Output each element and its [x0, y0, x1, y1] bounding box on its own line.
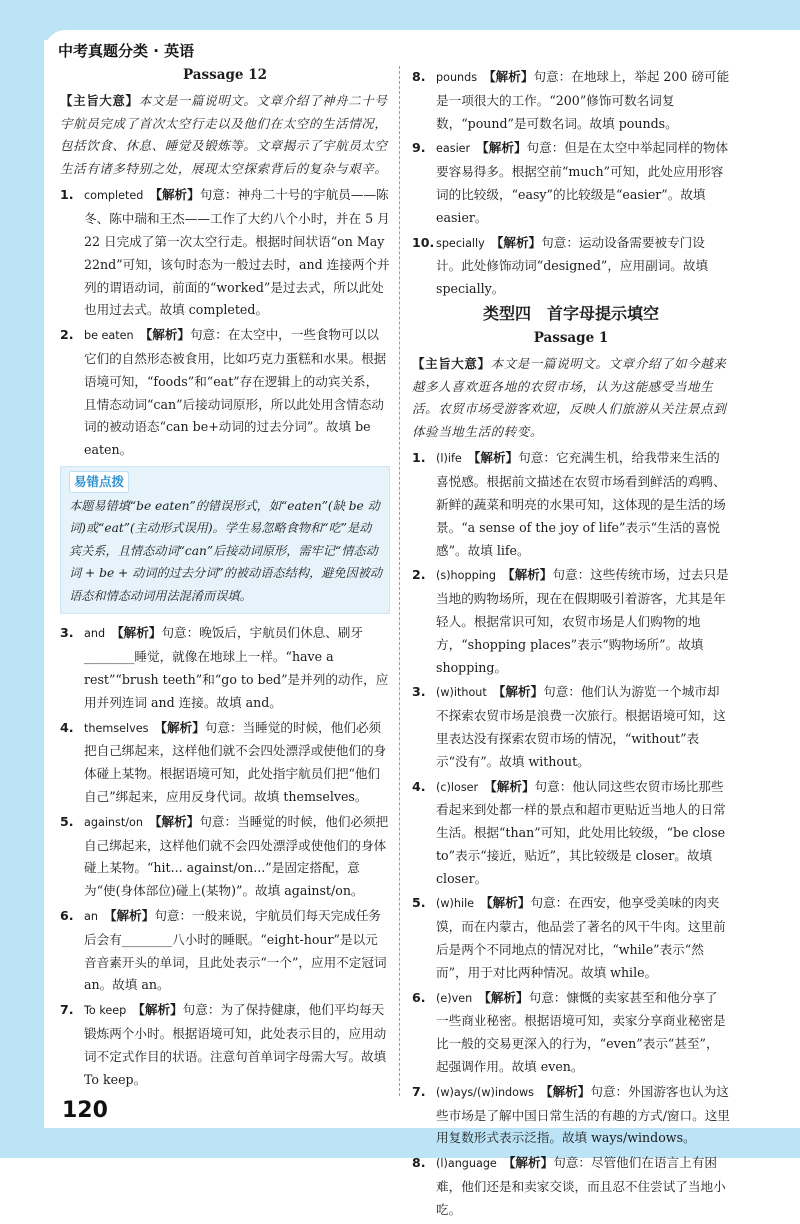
analysis-tag: 【解析】: [103, 908, 155, 923]
answer-item: [412, 681, 730, 773]
answer-item: [60, 811, 390, 903]
item-number: 4.: [412, 778, 426, 794]
answer-item: [412, 232, 730, 301]
passage-title: Passage 1: [533, 329, 609, 346]
analysis-tag: 【解析】: [480, 895, 531, 911]
analysis-tag: 【解析】: [478, 989, 529, 1005]
item-explanation: 句意：一般来说，宇航员们每天完成任务后会有________八小时的睡眠。“eight-hour”是以元音音素开头的单词，且此处表示“一个”，应用不定冠词 an。故填 an。: [84, 908, 387, 993]
item-number: 1.: [60, 187, 74, 203]
column-divider: [399, 66, 400, 1096]
item-number: 7.: [60, 1002, 74, 1018]
item-number: 2.: [60, 327, 74, 343]
item-answer: (w)ithout: [436, 686, 487, 700]
analysis-tag: 【解析】: [484, 778, 535, 794]
main-idea-text: 本文是一篇说明文。文章介绍了神舟二十号宇航员完成了首次太空行走以及他们在太空的生活情况，包括饮食、休息、睡觉及锻炼等。文章揭示了宇航员太空生活有诸多特别之处，展现太空探索背后的复杂与艰辛。: [60, 93, 388, 176]
item-explanation: 句意：他认同这些农贸市场比那些看起来到处都一样的景点和超市更贴近当地人的日常生活。根据“than”可知，此处用比较级，“be close to”表示“接近，贴近”，其比较级是 closer。故填 closer。: [436, 778, 726, 886]
answer-item: [412, 1152, 730, 1221]
common-error-tip: [60, 466, 390, 615]
item-answer: be eaten: [84, 329, 134, 343]
answer-item: [60, 905, 390, 997]
item-explanation: 句意：当睡觉的时候，他们必须把自己绑起来，这样他们就不会四处漂浮或使他们的身体碰上某物。根据语境可知，此处指宇航员们把“他们自己”绑起来，应用反身代词。故填 themselves。: [84, 719, 387, 805]
item-answer: (e)ven: [436, 991, 473, 1005]
item-answer: (w)hile: [436, 897, 475, 911]
analysis-tag: 【解析】: [139, 327, 191, 343]
item-explanation: 句意：在西安，他享受美味的肉夹馍，而在内蒙古，他品尝了著名的风干牛肉。这里前后是两个不同地点的情况对比，“while”表示“然而”，用于对比两种情况。故填 while。: [436, 895, 726, 980]
main-idea-tag: 【主旨大意】: [412, 355, 491, 371]
answer-item: [412, 1081, 730, 1150]
item-explanation: 句意：神舟二十号的宇航员——陈冬、陈中瑞和王杰——工作了大约八个小时，并在 5 月 22 日完成了第一次太空行走。根据时间状语“on May 22nd”可知，该句时态为一般过去时，and 连接两个并列的谓语动词，前面的“worked”是过去式，所以此处也用过去式。故填 completed。: [84, 187, 390, 318]
analysis-tag: 【解析】: [502, 1155, 554, 1171]
item-answer: against/on: [84, 815, 143, 829]
left-column: [60, 66, 390, 1093]
item-number: 3.: [60, 625, 74, 641]
main-idea: [60, 90, 390, 180]
item-explanation: 句意：他们认为游览一个城市却不探索农贸市场是浪费一次旅行。根据语境可知，这里表达没有探索农贸市场的情况，“without”表示“没有”。故填 without。: [436, 684, 726, 769]
analysis-tag: 【解析】: [111, 625, 162, 641]
answer-item: [412, 564, 730, 679]
item-answer: specially: [436, 236, 485, 250]
item-answer: and: [84, 627, 106, 641]
item-answer: (w)ays/(w)indows: [436, 1085, 534, 1099]
item-answer: pounds: [436, 71, 478, 84]
item-number: 4.: [60, 719, 74, 735]
answer-item: [60, 999, 390, 1091]
item-number: 6.: [412, 989, 426, 1005]
analysis-tag: 【解析】: [476, 140, 527, 156]
answer-item: [60, 717, 390, 809]
analysis-tag: 【解析】: [502, 567, 553, 583]
answer-item: [60, 324, 390, 462]
item-answer: easier: [436, 142, 471, 156]
tip-text: 本题易错填“be eaten”的错误形式，如“eaten”(缺 be 动词)或“eat”(主动形式误用)。学生易忽略食物和“吃”是动宾关系，且情态动词“can”后接动词原形，需牢记“情态动词 + be + 动词的过去分词”的被动语态结构，避免因被动语态和情态动词用法混淆而误填。: [69, 498, 383, 603]
item-answer: To keep: [84, 1004, 127, 1018]
analysis-tag: 【解析】: [149, 187, 200, 203]
left-band: [0, 0, 44, 1158]
analysis-tag: 【解析】: [483, 69, 534, 84]
answer-item: [412, 137, 730, 229]
item-number: 8.: [412, 69, 426, 84]
book-title: 中考真题分类 · 英语: [58, 42, 195, 60]
item-explanation: 句意：尽管他们在语言上有困难，他们还是和卖家交谈，而且忍不住尝试了当地小吃。: [436, 1155, 726, 1217]
item-explanation: 句意：慷慨的卖家甚至和他分享了一些商业秘密。根据语境可知，卖家分享商业秘密是比一般的交易更深入的行为，“even”表示“甚至”，起强调作用。故填 even。: [436, 989, 726, 1075]
analysis-tag: 【解析】: [490, 234, 542, 250]
item-explanation: 句意：这些传统市场，过去只是当地的购物场所，现在在假期吸引着游客，尤其是年轻人。根据常识可知，农贸市场是人们购物的地方，“shopping places”表示“购物场所”。故填 shopping。: [436, 567, 729, 675]
item-answer: an: [84, 910, 98, 923]
answer-item: [412, 892, 730, 984]
item-number: 10.: [412, 234, 435, 250]
item-number: 8.: [412, 1155, 426, 1171]
analysis-tag: 【解析】: [132, 1002, 183, 1018]
analysis-tag: 【解析】: [467, 450, 519, 466]
analysis-tag: 【解析】: [154, 719, 205, 735]
item-number: 2.: [412, 567, 426, 583]
answer-item: [412, 66, 730, 135]
item-explanation: 句意：在太空中，一些食物可以以它们的自然形态被食用，比如巧克力蛋糕和水果。根据语境可知，“foods”和“eat”存在逻辑上的动宾关系，且情态动词“can”后接动词原形，所以此处用含情态动词的被动语态“can be+动词的过去分词”。故填 be eaten。: [84, 327, 387, 458]
answer-item: [412, 987, 730, 1079]
item-explanation: 句意：当睡觉的时候，他们必须把自己绑起来，这样他们就不会四处漂浮或使他们的身体碰上某物。“hit... against/on...”是固定搭配，意为“使(身体部位)碰上(某物)”。故填 against/on。: [84, 813, 389, 899]
item-explanation: 句意：但是在太空中举起同样的物体要容易得多。根据空前“much”可知，此处应用形容词的比较级，“easy”的比较级是“easier”。故填 easier。: [436, 140, 729, 225]
item-number: 5.: [412, 895, 426, 911]
answer-item: [60, 622, 390, 714]
page-number: 120: [62, 1098, 108, 1123]
analysis-tag: 【解析】: [148, 813, 200, 829]
item-explanation: 句意：晚饭后，宇航员们休息、刷牙________睡觉，就像在地球上一样。“have a rest”“brush teeth”和“go to bed”是并列的动作，应用并列连词 and 连接。故填 and。: [84, 625, 389, 710]
section-type-title: 类型四 首字母提示填空: [482, 303, 659, 323]
passage-title: Passage 12: [183, 67, 267, 83]
main-idea-text: 本文是一篇说明文。文章介绍了如今越来越多人喜欢逛各地的农贸市场，认为这能感受当地生活。农贸市场受游客欢迎，反映人们旅游从关注景点到体验当地生活的转变。: [412, 355, 727, 439]
analysis-tag: 【解析】: [539, 1083, 591, 1099]
item-explanation: 句意：它充满生机，给我带来生活的喜悦感。根据前文描述在农贸市场看到鲜活的鸡鸭、新鲜的蔬菜和明亮的水果可知，这体现的是生活的场景。“a sense of the joy of life”表示“生活的喜悦感”。故填 life。: [436, 450, 726, 558]
main-idea: [412, 353, 730, 443]
item-number: 3.: [412, 684, 426, 700]
item-number: 1.: [412, 450, 426, 466]
right-column: [412, 66, 730, 1224]
answer-item: [412, 776, 730, 891]
item-explanation: 句意：运动设备需要被专门设计。此处修饰动词“designed”，应用副词。故填 specially。: [436, 234, 709, 297]
main-idea-tag: 【主旨大意】: [60, 93, 139, 108]
item-explanation: 句意：在地球上，举起 200 磅可能是一项很大的工作。“200”修饰可数名词复数，“pound”是可数名词。故填 pounds。: [436, 69, 730, 131]
analysis-tag: 【解析】: [492, 684, 544, 700]
item-answer: (l)ife: [436, 452, 462, 466]
item-answer: (s)hopping: [436, 569, 496, 583]
tip-title: 易错点拨: [69, 471, 129, 493]
item-answer: completed: [84, 189, 144, 203]
item-answer: themselves: [84, 721, 149, 735]
answer-item: [412, 447, 730, 562]
item-answer: (c)loser: [436, 780, 479, 794]
item-answer: (l)anguage: [436, 1157, 497, 1171]
item-number: 5.: [60, 813, 74, 829]
item-number: 9.: [412, 140, 426, 156]
item-explanation: 句意：外国游客也认为这些市场是了解中国日常生活的有趣的方式/窗口。这里用复数形式表示泛指。故填 ways/windows。: [436, 1083, 730, 1146]
item-explanation: 句意：为了保持健康，他们平均每天锻炼两个小时。根据语境可知，此处表示目的，应用动词不定式作目的状语。注意句首单词字母需大写。故填 To keep。: [84, 1002, 387, 1087]
item-number: 6.: [60, 908, 74, 923]
item-number: 7.: [412, 1083, 426, 1099]
answer-item: [60, 184, 390, 322]
